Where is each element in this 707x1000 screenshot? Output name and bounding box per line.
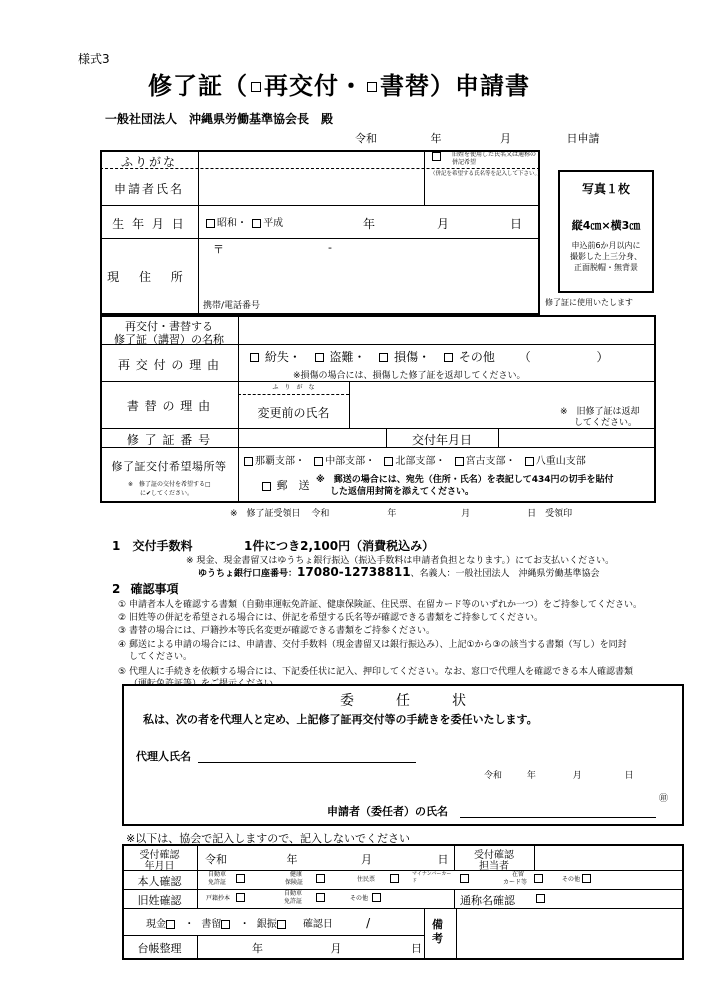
mail-note-1: ※ 郵送の場合には、宛先（住所・氏名）を表記して434円の切手を貼付 (316, 475, 614, 485)
place-options: 那覇支部・ 中部支部・ 北部支部・ 宮古支部・ 八重山支部 (244, 452, 586, 467)
miyako-checkbox[interactable] (455, 457, 464, 466)
birth-month: 月 (437, 217, 450, 231)
mail-note-2: した返信用封筒を添えてください。 (330, 487, 475, 497)
proxy-text: 私は、次の者を代理人と定め、上記修了証再交付等の手続きを委任いたします。 (143, 713, 538, 726)
confirm-heading: 2 確認事項 (112, 582, 179, 596)
heisei-checkbox[interactable] (252, 219, 261, 228)
confirm-item: ② 旧姓等の併記を希望される場合には、併記を希望する氏名等が確認できる書類をご持参してください。 (118, 613, 543, 623)
payment-row: 現金 ・ 書留 ・ 銀振 確認日 / (146, 916, 371, 930)
damage-note: ※損傷の場合には、損傷した修了証を返却してください。 (293, 371, 526, 381)
other2-label: その他 (350, 895, 369, 902)
remarks-label: 備考 (432, 918, 443, 945)
confirm-item: ① 申請者本人を確認する書類（自動車運転免許証、健康保険証、住民票、在留カード等のいずれか一つ）をご持参してください。 (118, 600, 642, 610)
old-name-label: 変更前の氏名 (257, 406, 330, 420)
address-label: 現 住 所 (107, 270, 191, 284)
alias-check-label: 通称名確認 (460, 894, 515, 907)
applicant-delegator-label: 申請者（委任者）の氏名 (327, 805, 448, 818)
photo-size: 縦4㎝×横3㎝ (571, 219, 641, 232)
insurance-checkbox[interactable] (316, 874, 325, 883)
fee-heading: 1 交付手数料 (112, 539, 193, 553)
zairyu-label-2: カード等 (503, 879, 528, 886)
license2-label-2: 免許証 (284, 898, 303, 905)
place-note-2: に✔してください。 (140, 490, 194, 497)
return-note-2: してください。 (574, 418, 638, 428)
agent-name-label: 代理人氏名 (136, 750, 191, 763)
loss-checkbox[interactable] (250, 353, 259, 362)
other-id-label: その他 (562, 876, 581, 883)
naha-checkbox[interactable] (244, 457, 253, 466)
other2-checkbox[interactable] (372, 893, 381, 902)
theft-checkbox[interactable] (315, 353, 324, 362)
id-check-label: 本人確認 (137, 875, 182, 888)
agent-name-field[interactable] (198, 744, 416, 762)
office-note: ※以下は、協会で記入しますので、記入しないでください (126, 832, 410, 845)
recv-date-label-2: 年月日 (144, 861, 175, 872)
confirm-item: ⑤ 代理人に手続きを依頼する場合には、下記委任状に記入、押印してください。なお、窓口で代理人を確認できる本人確認書類 (118, 667, 633, 677)
reissue-checkbox[interactable] (251, 82, 261, 92)
insurance-label-1: 健康 (290, 871, 303, 878)
confirm-item: してください。 (129, 652, 193, 662)
applicant-name-label: 申請者氏名 (113, 182, 184, 196)
damage-checkbox[interactable] (379, 353, 388, 362)
photo-title: 写真１枚 (581, 182, 630, 196)
receipt-line: ※ 修了証受領日 令和 年 月 日 受領印 (230, 509, 573, 519)
zairyu-checkbox[interactable] (534, 874, 543, 883)
proxy-date: 令和 年 月 日 (484, 771, 634, 781)
reissue-reason-label: 再 交 付 の 理 由 (117, 358, 221, 372)
photo-note-3: 正面脱帽・無背景 (574, 263, 638, 272)
page-title (148, 66, 530, 101)
recv-date-field: 令和 年 月 日 (205, 853, 449, 866)
recv-staff-label-1: 受付確認 (474, 850, 514, 861)
form-number: 様式3 (78, 52, 110, 66)
license2-label-1: 自動車 (284, 890, 303, 897)
juminhyo-checkbox[interactable] (390, 874, 399, 883)
koseki-label: 戸籍抄本 (206, 895, 231, 902)
fee-amount: 1件につき2,100円（消費税込み） (244, 539, 435, 553)
yaeyama-checkbox[interactable] (525, 457, 534, 466)
old-name-note: （併記を希望する氏名等を記入して下さい。） (430, 171, 543, 177)
postal-dash: - (328, 241, 332, 254)
confirm-item: ③ 書替の場合には、戸籍抄本等氏名変更が確認できる書類をご持参ください。 (118, 626, 435, 636)
confirm-item: ④ 郵送による申請の場合には、申請書、交付手数料（現金書留又は銀行振込み）、上記①から③の該当する書類（写し）を同封 (118, 640, 627, 650)
birth-label: 生 年 月 日 (112, 217, 186, 231)
fee-note: ※ 現金、現金書留又はゆうちょ銀行振込（振込手数料は申請者負担となります。）にてお支払いください。 (186, 556, 615, 566)
place-note-1: ※ 修了証の交付を希望する□ (128, 481, 211, 488)
zairyu-label-1: 在留 (512, 871, 525, 878)
photo-caption: 修了証に使用いたします (545, 298, 633, 307)
cash-checkbox[interactable] (166, 920, 175, 929)
recv-date-label-1: 受付確認 (139, 850, 180, 861)
title-opt1: 再交付・ (264, 72, 364, 100)
photo-note-1: 申込前6か月以内に (571, 241, 641, 250)
hokubu-checkbox[interactable] (384, 457, 393, 466)
recv-staff-label-2: 担当者 (479, 861, 509, 872)
issue-date-label: 交付年月日 (411, 433, 472, 447)
old-name-option (432, 152, 443, 165)
applicant-name-field[interactable] (200, 170, 422, 204)
mail-option: 郵 送 (262, 477, 310, 493)
seal-mark: ㊞ (659, 794, 669, 804)
return-note-1: ※ 旧修了証は返却 (560, 407, 640, 417)
chubu-checkbox[interactable] (314, 457, 323, 466)
old-name-checkbox[interactable] (432, 152, 441, 161)
license2-checkbox[interactable] (316, 893, 325, 902)
registered-checkbox[interactable] (221, 920, 230, 929)
alias-checkbox[interactable] (536, 894, 545, 903)
old-name-check-label: 旧姓を使用した氏名又は通称の併記希望 (452, 151, 537, 166)
photo-note-2: 撮影した上三分身、 (570, 252, 642, 261)
cert-name-label-2: 修了証（講習）の名称 (114, 333, 224, 346)
delegator-name-field[interactable] (460, 799, 656, 817)
oldname-check-label: 旧姓確認 (137, 894, 182, 907)
title-part1: 修了証（ (148, 72, 248, 100)
title-opt2: 書替）申請書 (380, 72, 530, 100)
ledger-label: 台帳整理 (137, 942, 182, 955)
rewrite-reason-label: 書 替 の 理 由 (126, 399, 212, 413)
bank-info: ゆうちょ銀行口座番号：17080-12738811、名義人：一般社団法人 沖縄県労働基準協会 (198, 565, 600, 579)
old-furigana-label: ふ り が な (272, 384, 315, 391)
place-label: 修了証交付希望場所等 (111, 460, 227, 473)
application-date: 令和 年 月 日申請 (355, 132, 600, 145)
license-checkbox[interactable] (236, 874, 245, 883)
license-label-1: 自動車 (208, 871, 227, 878)
issue-date-field[interactable] (500, 429, 654, 446)
cert-number-label: 修 了 証 番 号 (126, 433, 212, 447)
birth-day: 日 (510, 217, 523, 231)
showa-checkbox[interactable] (206, 219, 215, 228)
insurance-label-2: 保険証 (285, 879, 304, 886)
mail-checkbox[interactable] (262, 482, 271, 491)
ledger-date: 年 月 日 (252, 942, 422, 955)
other-id-checkbox[interactable] (582, 874, 591, 883)
furigana-label: ふりがな (120, 155, 177, 169)
juminhyo-label: 住民票 (357, 876, 376, 883)
reissue-reason-options: 紛失・ 盗難・ 損傷・ その他 （ ） (250, 348, 609, 365)
bank-checkbox[interactable] (277, 920, 286, 929)
koseki-checkbox[interactable] (236, 893, 245, 902)
cert-name-field[interactable] (240, 317, 654, 343)
cert-name-label-1: 再交付・書替する (125, 320, 213, 333)
rewrite-reason-field[interactable] (351, 383, 551, 427)
cert-number-field[interactable] (240, 429, 384, 446)
other-checkbox[interactable] (444, 353, 453, 362)
rewrite-checkbox[interactable] (367, 82, 377, 92)
postal-mark: 〒 (213, 243, 224, 256)
license-label-2: 免許証 (208, 879, 227, 886)
mynumber-checkbox[interactable] (460, 874, 469, 883)
address-field[interactable] (200, 255, 538, 295)
birth-year: 年 (363, 217, 376, 231)
phone-label: 携帯/電話番号 (203, 301, 261, 311)
furigana-field[interactable] (200, 151, 422, 167)
addressee: 一般社団法人 沖縄県労働基準協会長 殿 (105, 112, 334, 126)
birth-field: 昭和・ 平成 (206, 214, 283, 229)
mynumber-label: マイナンバーカード (412, 871, 452, 884)
proxy-title: 委 任 状 (340, 693, 466, 709)
